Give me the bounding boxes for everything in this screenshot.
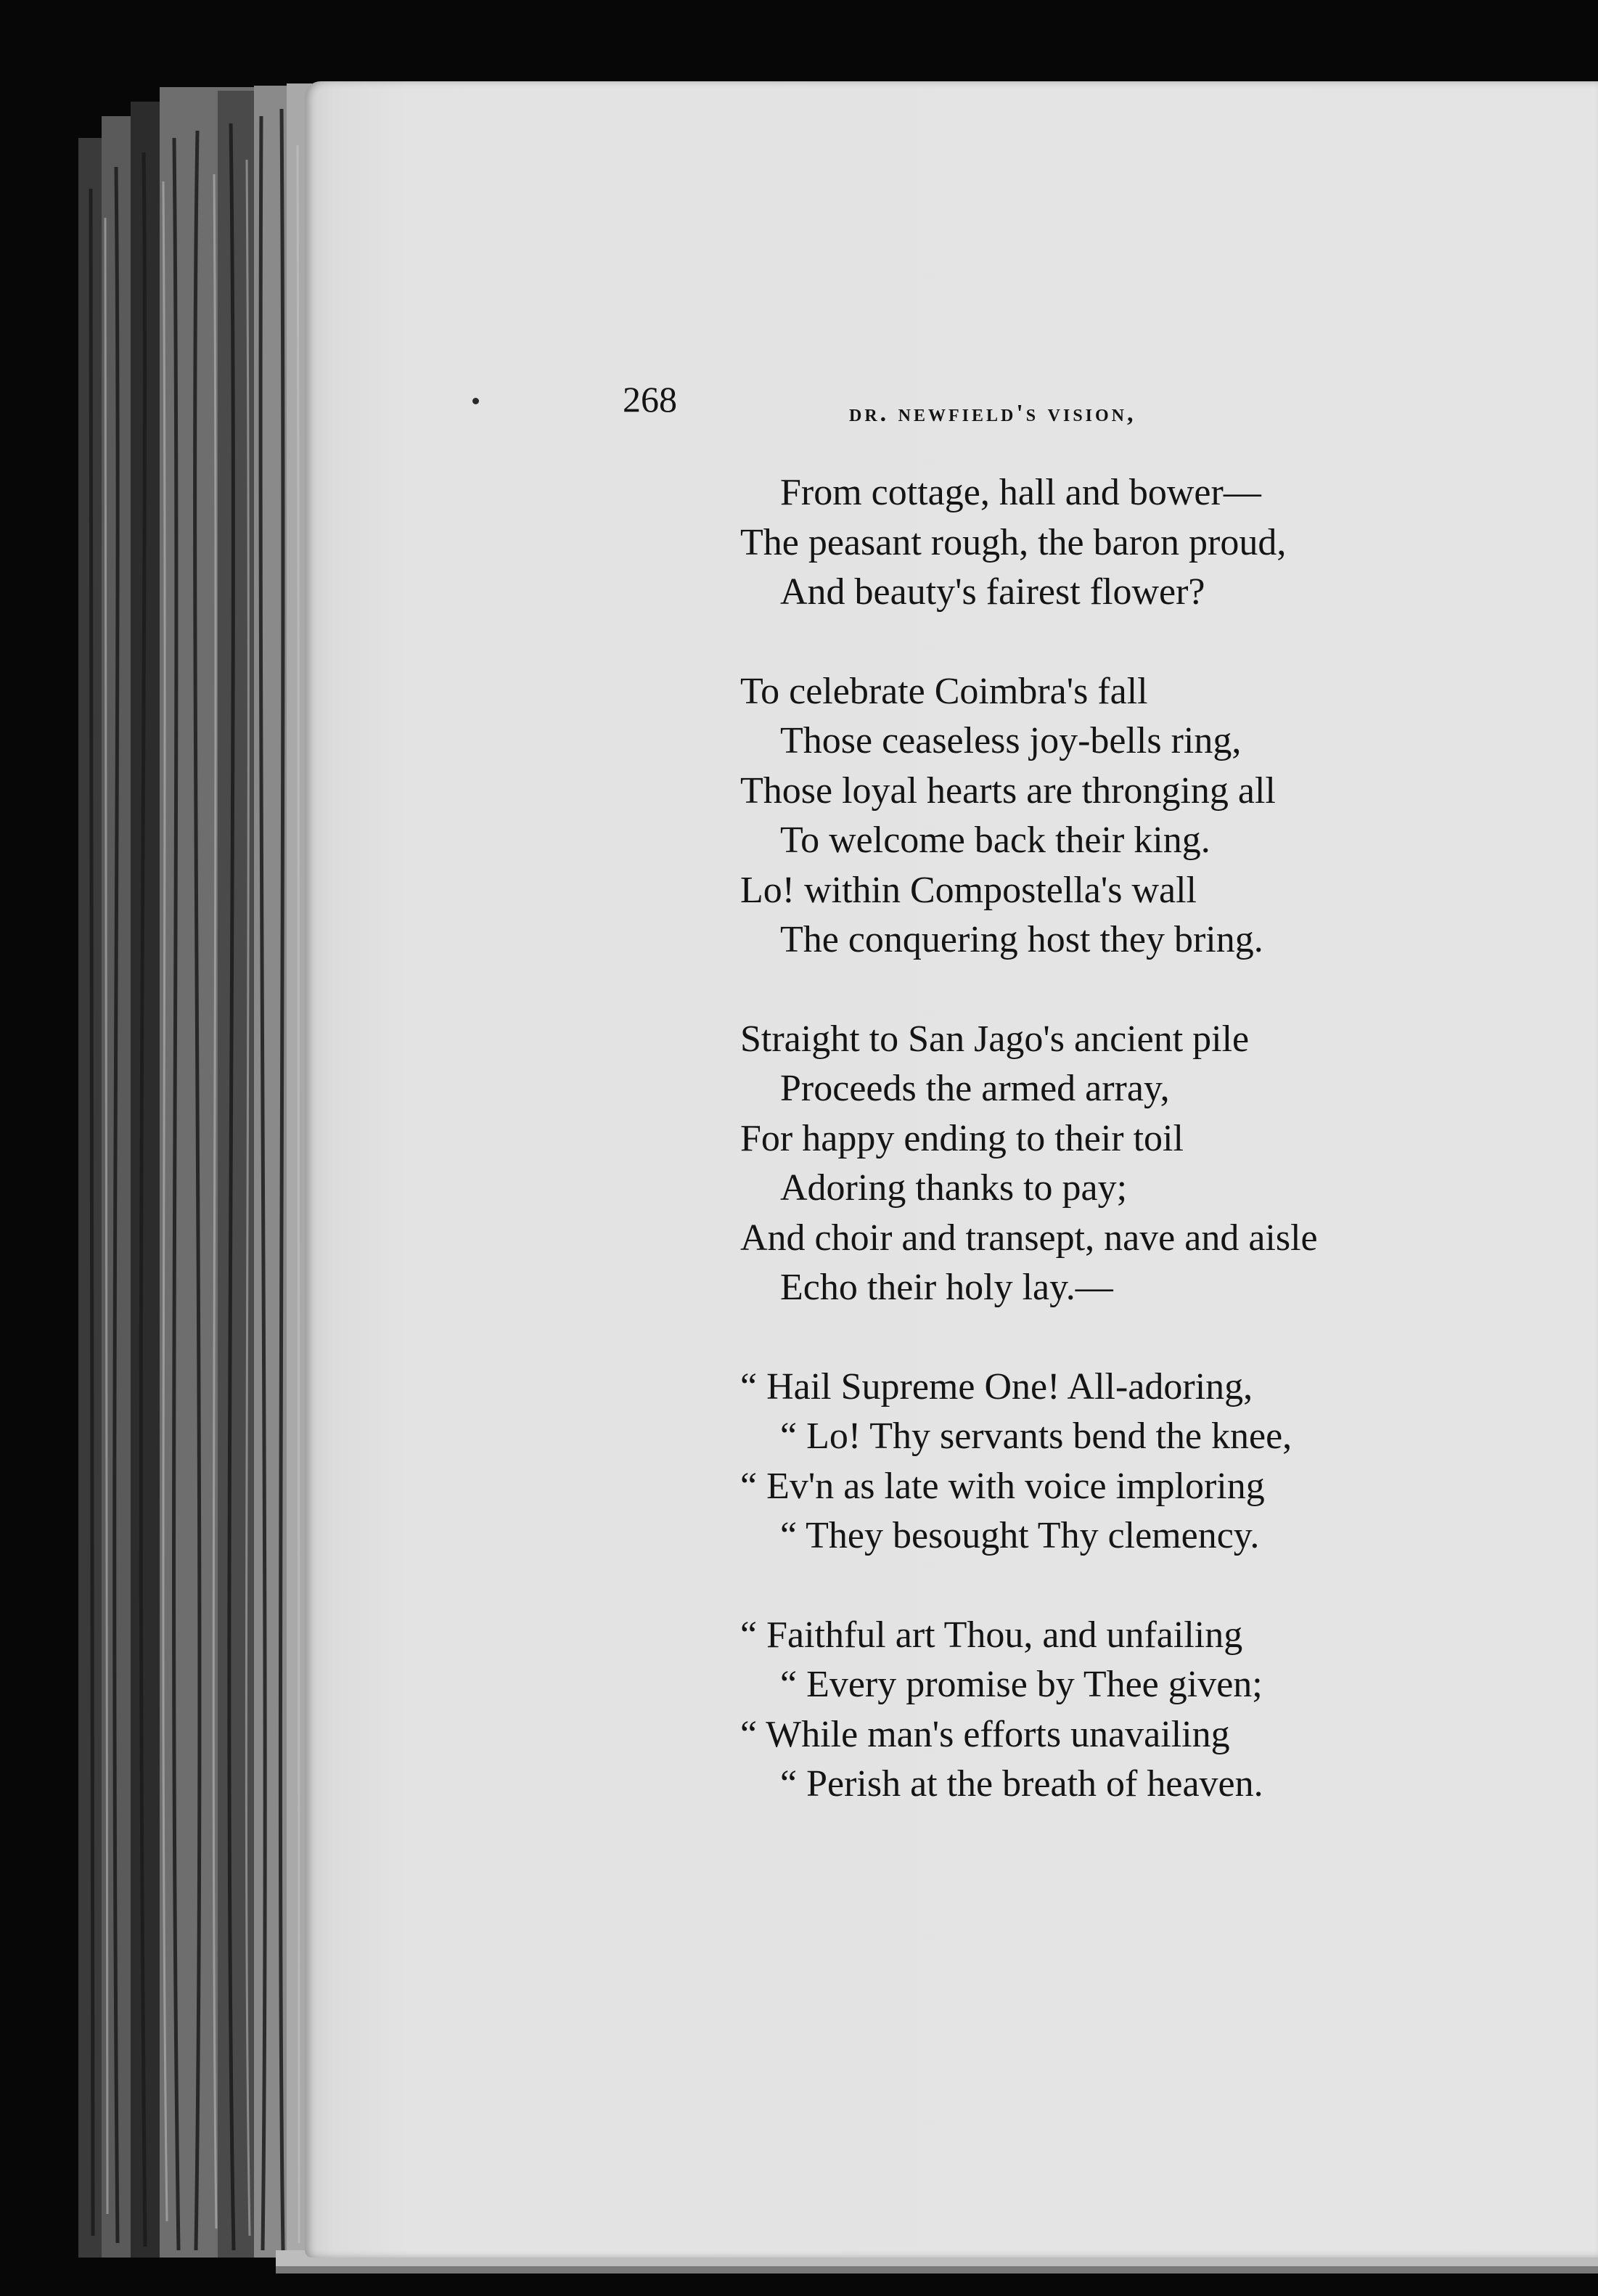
poem-line: “ Perish at the breath of heaven. (780, 1763, 1263, 1805)
poem-line: “ While man's efforts unavailing (740, 1714, 1230, 1755)
running-title: dr. newfield's vision, (849, 400, 1136, 427)
poem-line: Proceeds the armed array, (780, 1068, 1170, 1109)
poem-line: “ Ev'n as late with voice imploring (740, 1466, 1265, 1507)
poem-line: The conquering host they bring. (780, 919, 1263, 960)
poem-line: Those ceaseless joy-bells ring, (780, 720, 1242, 761)
poem-line: Straight to San Jago's ancient pile (740, 1018, 1250, 1060)
poem-line: “ Faithful art Thou, and unfailing (740, 1614, 1243, 1656)
poem-line: And beauty's fairest flower? (780, 571, 1205, 613)
poem-line: “ Hail Supreme One! All-adoring, (740, 1366, 1253, 1408)
poem-line: Those loyal hearts are thronging all (740, 770, 1276, 812)
page-number: 268 (623, 379, 677, 420)
poem-line: Lo! within Compostella's wall (740, 870, 1197, 911)
poem-line: Adoring thanks to pay; (780, 1167, 1128, 1209)
poem-line: From cottage, hall and bower— (780, 472, 1261, 513)
poem-line: “ Lo! Thy servants bend the knee, (780, 1415, 1292, 1457)
poem-line: To celebrate Coimbra's fall (740, 671, 1148, 712)
poem-line: To welcome back their king. (780, 820, 1210, 861)
poem-line: “ Every promise by Thee given; (780, 1664, 1263, 1705)
poem-line: Echo their holy lay.— (780, 1267, 1113, 1308)
poem-line: For happy ending to their toil (740, 1118, 1184, 1159)
poem-line: “ They besought Thy clemency. (780, 1515, 1260, 1556)
poem-line: And choir and transept, nave and aisle (740, 1217, 1318, 1259)
poem-line: The peasant rough, the baron proud, (740, 522, 1287, 563)
